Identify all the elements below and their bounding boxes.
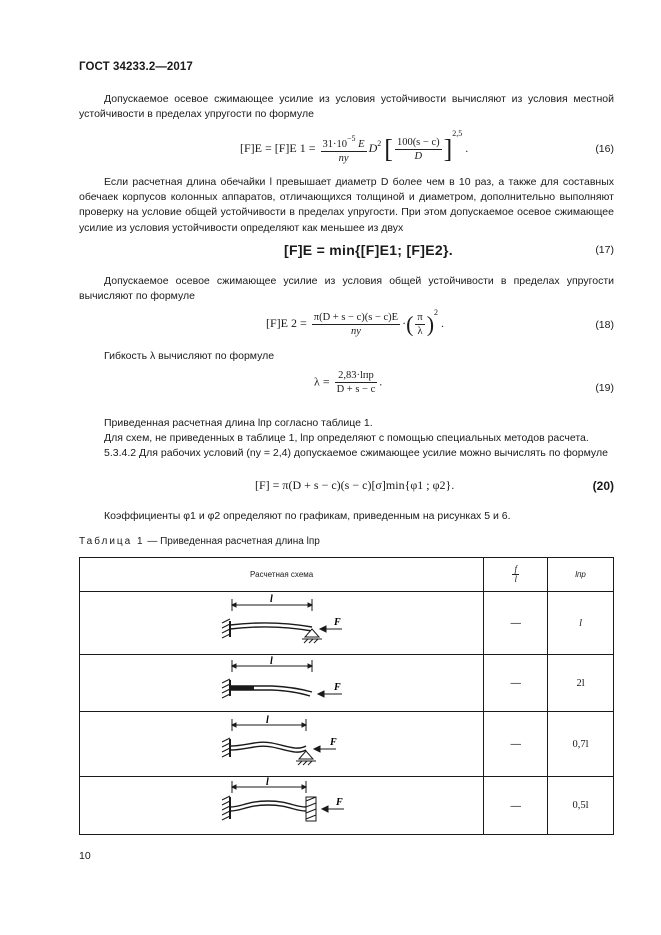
eq19-fraction: $\frac{\text{2,83·lпр}}{D + s - c}$: [336, 370, 376, 395]
table-row: [80, 777, 614, 835]
table-row: [80, 712, 614, 777]
lpr-cell: 0,7l: [548, 712, 614, 777]
paragraph-5: Приведенная расчетная длина lпр согласно таблице 1.: [104, 417, 373, 429]
ratio-cell: —: [484, 592, 548, 655]
force-label: F: [333, 681, 341, 693]
equation-number-18: (18): [595, 319, 614, 331]
equation-number-20: (20): [592, 479, 614, 493]
equation-16: [F]E = [F]E 1 = $\frac{31\cdot 10^{-5} E}{ny}$ $D^2$ [ $\frac{100(s - c)}{D}$ ]$^{2,5}$ .: [240, 129, 469, 165]
table-row: [80, 592, 614, 655]
eq18-fraction: $\frac{\pi(D + s - c)(s - c)E}{ny}$: [313, 311, 399, 337]
length-label: l: [265, 777, 269, 788]
scheme-3: [80, 712, 484, 777]
table-row: [80, 655, 614, 712]
scheme-fixed-fixed-diagram: [202, 777, 362, 831]
header-ratio: $\frac{f}{l}$: [484, 558, 548, 592]
length-label: l: [265, 714, 269, 726]
lpr-cell: 0,5l: [548, 777, 614, 835]
eq16-fraction: $\frac{31\cdot 10^{-5} E}{ny}$: [322, 134, 365, 165]
header-scheme: Расчетная схема: [80, 558, 484, 592]
scheme-4: [80, 777, 484, 835]
lpr-cell: 2l: [548, 655, 614, 712]
lpr-cell: l: [548, 592, 614, 655]
force-label: F: [329, 736, 337, 748]
paragraph-2: Если расчетная длина обечайки l превышает диаметр D более чем в 10 раз, а также для составных обечаек корпусов колонных аппаратов, отличающихся толщиной и диаметром, дополнительно выполняют проверку на условие общей устойчивости в пределах упругости. При этом допускаемое осевое сжимающее усилие из условия устойчивости определяют как меньшее из двух: [79, 176, 614, 234]
paragraph-7: 5.3.4.2 Для рабочих условий (ny = 2,4) допускаемое сжимающее усилие можно вычислять по формуле: [104, 447, 608, 459]
paragraph-4: Гибкость λ вычисляют по формуле: [104, 350, 275, 362]
ratio-cell: —: [484, 712, 548, 777]
paragraph-6: Для схем, не приведенных в таблице 1, lпр определяют с помощью специальных методов расчета.: [104, 432, 589, 444]
equation-number-16: (16): [595, 143, 614, 155]
scheme-1: [80, 592, 484, 655]
ratio-cell: —: [484, 655, 548, 712]
equation-18: [F]E 2 = $\frac{\pi(D + s - c)(s - c)E}{ny}$ ·( $\frac{\pi}{\lambda}$ )$^2$ .: [266, 308, 445, 337]
table-header-row: [80, 558, 614, 592]
table-1: [79, 557, 614, 835]
equation-17: [F]E = min{[F]E1; [F]E2}.: [284, 242, 453, 258]
scheme-fixed-free-diagram: [202, 656, 362, 708]
equation-20: [F] = π(D + s − c)(s − c)[σ]min{φ1 ; φ2}.: [255, 478, 455, 492]
force-label: F: [335, 797, 343, 808]
table-caption: Таблица 1 — Приведенная расчетная длина lпр: [79, 536, 320, 547]
scheme-fixed-pinned-s-curve-diagram: [202, 713, 362, 773]
eq16-inner-fraction: $\frac{100(s - c)}{D}$: [396, 136, 440, 162]
eq16-lhs: [F]E = [F]E 1 =: [240, 141, 316, 155]
force-label: F: [333, 616, 341, 628]
ratio-cell: —: [484, 777, 548, 835]
length-label: l: [269, 655, 273, 667]
equation-19: λ = $\frac{\text{2,83·lпр}}{D + s - c}$ .: [314, 370, 383, 395]
header-lpr: lпр: [548, 558, 614, 592]
scheme-2: [80, 655, 484, 712]
paragraph-1: Допускаемое осевое сжимающее усилие из условия устойчивости вычисляют из условия местной устойчивости в пределах упругости по формуле: [79, 93, 614, 121]
paragraph-3: Допускаемое осевое сжимающее усилие из условия общей устойчивости в пределах упругости вычисляют по формуле: [79, 275, 614, 303]
document-header: ГОСТ 34233.2—2017: [79, 61, 193, 73]
paragraph-8: Коэффициенты φ1 и φ2 определяют по графикам, приведенным на рисунках 5 и 6.: [104, 510, 511, 522]
page-number: 10: [79, 850, 91, 862]
equation-number-19: (19): [595, 382, 614, 394]
equation-number-17: (17): [595, 244, 614, 256]
scheme-fixed-pinned-diagram: [202, 593, 362, 651]
length-label: l: [269, 593, 273, 605]
